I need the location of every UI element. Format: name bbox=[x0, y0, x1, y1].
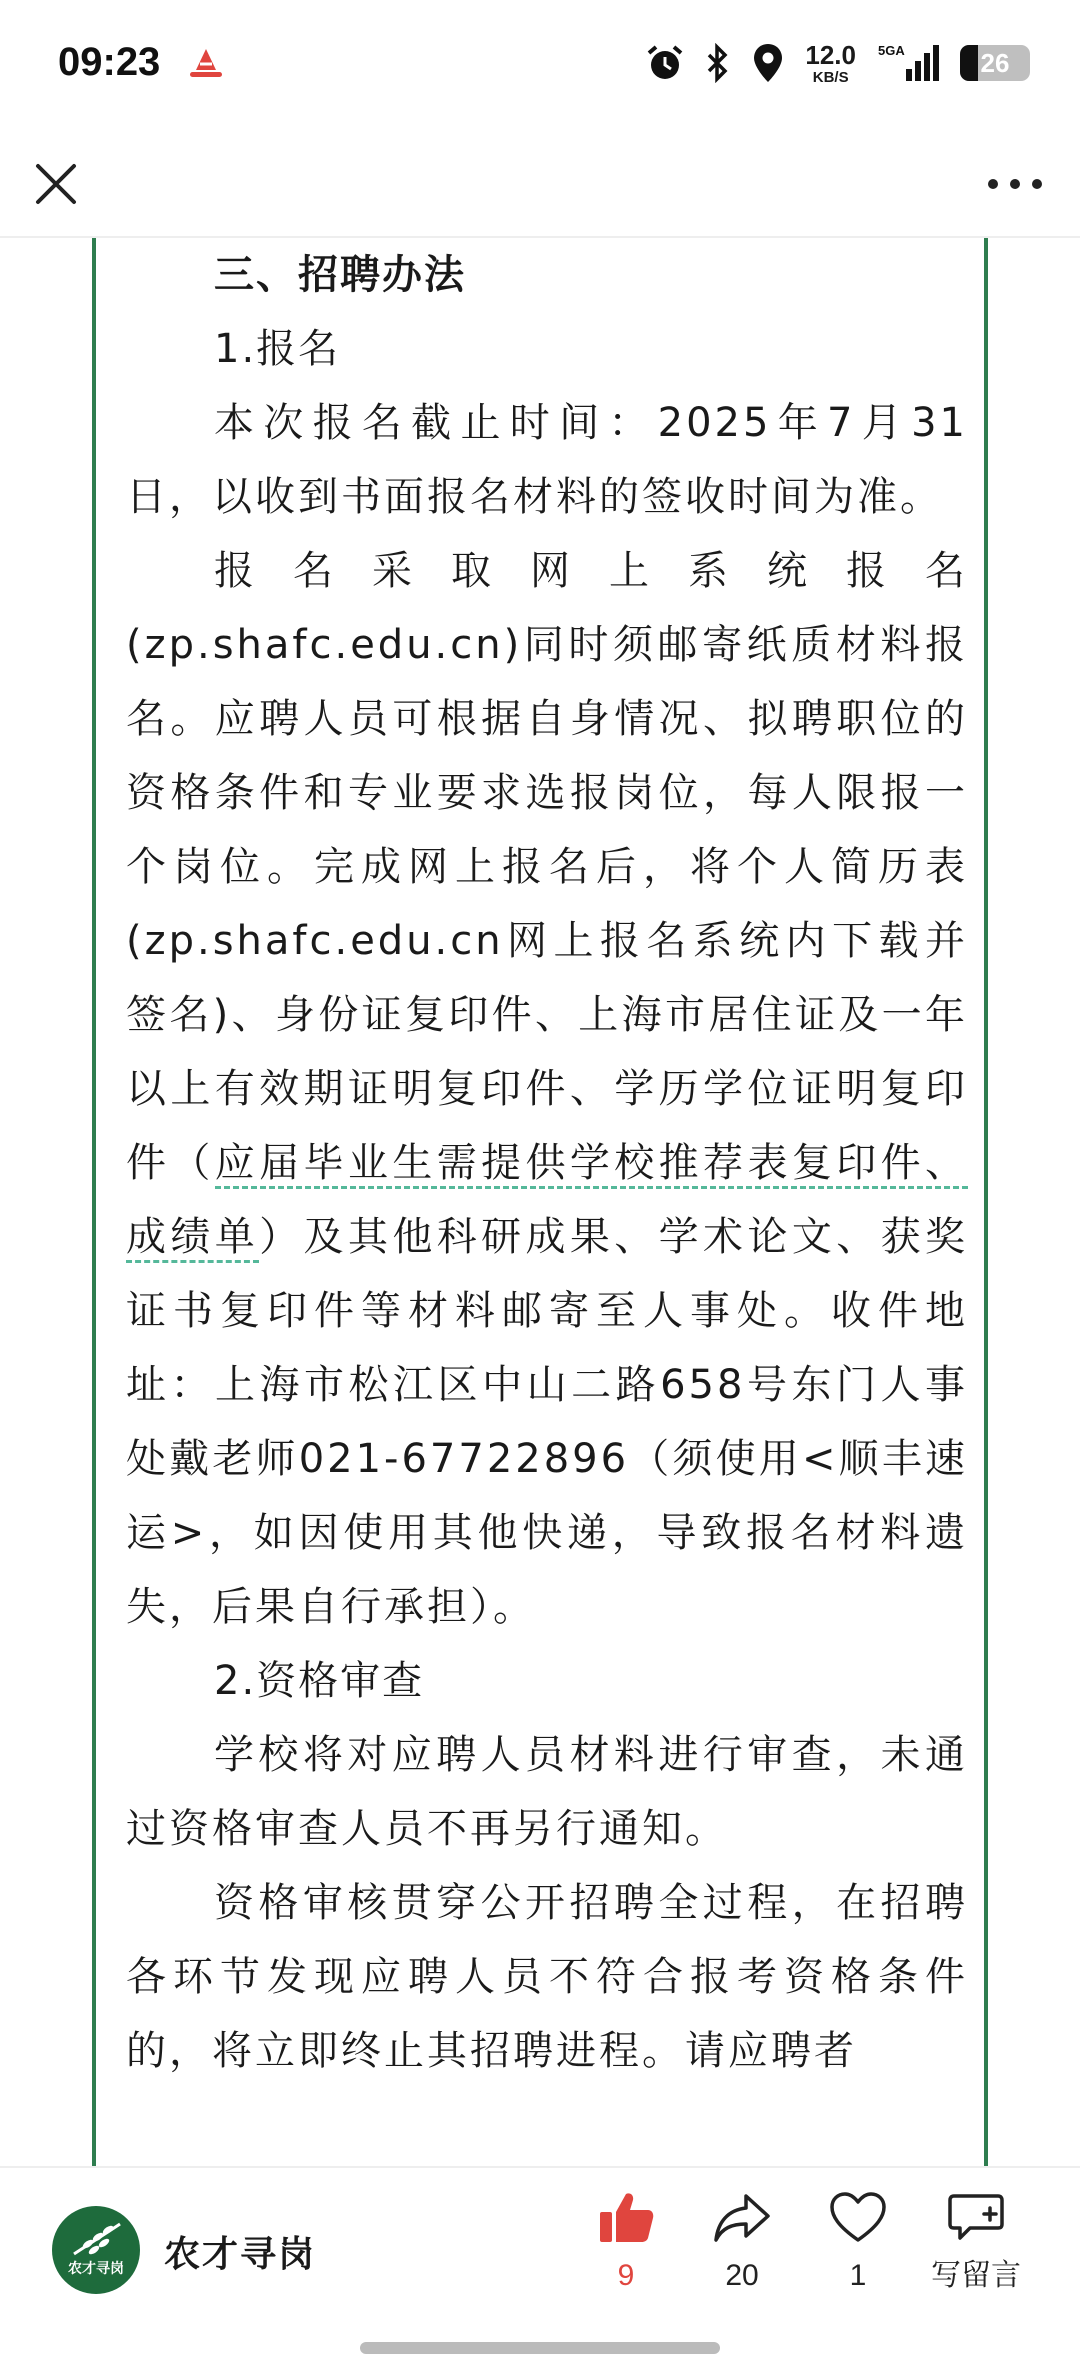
subsection-registration: 1.报名 bbox=[214, 326, 341, 372]
logo-text: 农才寻岗 bbox=[68, 2261, 124, 2277]
subsection-qualification: 2.资格审查 bbox=[214, 1658, 425, 1704]
bottom-action-bar bbox=[0, 2166, 1080, 2326]
location-icon bbox=[751, 42, 785, 84]
paragraph-registration-method bbox=[126, 534, 968, 1644]
share-arrow-icon bbox=[712, 2190, 772, 2246]
status-bar bbox=[0, 0, 1080, 130]
like-button[interactable] bbox=[576, 2190, 676, 2294]
section-heading: 三、招聘办法 bbox=[214, 252, 466, 298]
paragraph-review-process: 资格审核贯穿公开招聘全过程，在招聘各环节发现应聘人员不符合报考资格条件的，将立即终止其招聘进程。请应聘者 bbox=[126, 1880, 968, 2074]
favorite-button[interactable] bbox=[808, 2190, 908, 2294]
paragraph-deadline: 本次报名截止时间：2025年7月31日，以收到书面报名材料的签收时间为准。 bbox=[126, 400, 968, 520]
thumbs-up-icon bbox=[596, 2190, 656, 2246]
battery-indicator: 26 bbox=[960, 45, 1030, 81]
more-dots-icon[interactable] bbox=[980, 152, 1050, 216]
comment-button[interactable] bbox=[916, 2190, 1036, 2294]
paragraph-text: ）及其他科研成果、学术论文、获奖证书复印件等材料邮寄至人事处。收件地址：上海市松江区中山二路658号东门人事处戴老师021-67722896（须使用<顺丰速运>，如因使用其他快递，导致报名材料遗失，后果自行承担）。 bbox=[126, 1214, 969, 1630]
heart-icon bbox=[828, 2190, 888, 2246]
close-icon[interactable] bbox=[24, 152, 88, 216]
comment-label: 写留言 bbox=[931, 2258, 1021, 2293]
article-body[interactable] bbox=[92, 238, 988, 2166]
status-time: 09:23 bbox=[58, 40, 161, 84]
wheat-logo-icon bbox=[52, 2206, 140, 2294]
nav-bar bbox=[0, 130, 1080, 238]
app-notification-icon bbox=[186, 46, 226, 82]
alarm-icon bbox=[645, 43, 685, 83]
favorite-count: 1 bbox=[849, 2259, 867, 2292]
like-count: 9 bbox=[617, 2259, 635, 2292]
network-speed: 12.0 KB/S bbox=[805, 39, 856, 86]
bluetooth-icon bbox=[705, 43, 731, 83]
comment-add-icon bbox=[946, 2190, 1006, 2246]
underlined-keyword-link[interactable]: 应届毕业生需提供学校推荐表复印件、成绩单 bbox=[126, 1140, 968, 1263]
home-indicator[interactable] bbox=[360, 2342, 720, 2354]
signal-5g-icon bbox=[876, 43, 940, 83]
account-avatar[interactable] bbox=[52, 2206, 140, 2294]
account-name[interactable]: 农才寻岗 bbox=[164, 2234, 317, 2275]
paragraph-review: 学校将对应聘人员材料进行审查，未通过资格审查人员不再另行通知。 bbox=[126, 1732, 968, 1852]
share-count: 20 bbox=[725, 2259, 759, 2292]
svg-text:5GA: 5GA bbox=[878, 43, 905, 58]
share-button[interactable] bbox=[692, 2190, 792, 2294]
status-icons bbox=[645, 38, 1030, 88]
paragraph-text: 报名采取网上系统报名(zp.shafc.edu.cn)同时须邮寄纸质材料报名。应聘人员可根据自身情况、拟聘职位的资格条件和专业要求选报岗位，每人限报一个岗位。完成网上报名后，将个人简历表(zp.shafc.edu.cn网上报名系统内下载并签名)、身份证复印件、上海市居住证及一年以上有效期证明复印件、学历学位证明复印件（ bbox=[126, 548, 968, 1186]
article-content bbox=[126, 238, 968, 2088]
